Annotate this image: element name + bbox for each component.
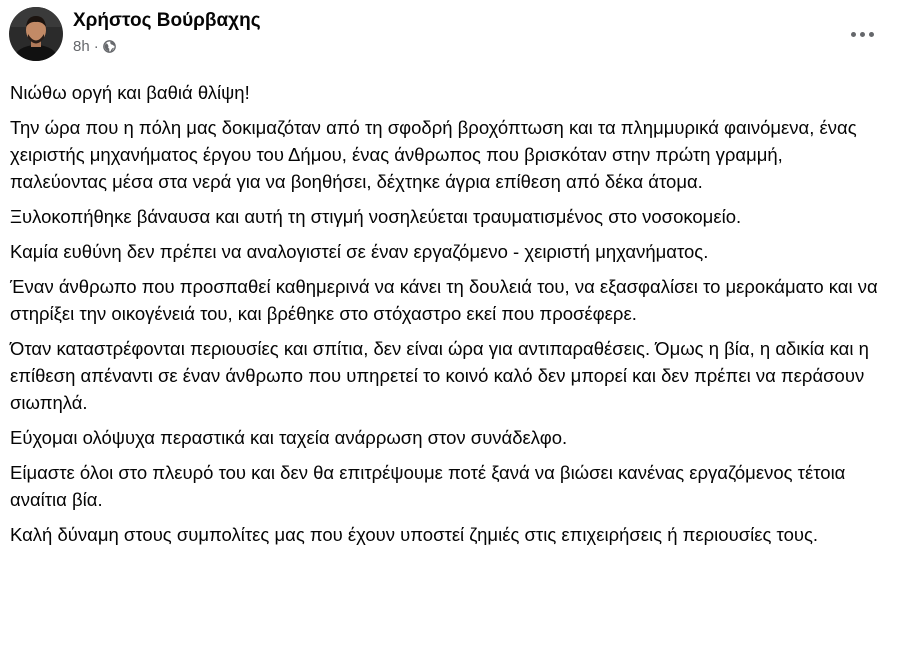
post-paragraph: Νιώθω οργή και βαθιά θλίψη! — [10, 82, 250, 103]
post-paragraph: Καλή δύναμη στους συμπολίτες μας που έχουν υποστεί ζημιές στις επιχειρήσεις ή περιουσίες τους. — [10, 524, 819, 545]
globe-icon[interactable] — [103, 40, 116, 53]
meta-separator: · — [93, 38, 99, 55]
post-paragraph: Έναν άνθρωπο που προσπαθεί καθημερινά να κάνει τη δουλειά του, να εξασφαλίσει το μεροκάματο και να στηρίξει την οικογένειά του, και βρέθηκε στο στόχαστρο εκεί που προσέφερε. — [10, 276, 878, 324]
post-paragraph: Εύχομαι ολόψυχα περαστικά και ταχεία ανάρρωση στον συνάδελφο. — [10, 427, 568, 448]
profile-photo — [9, 7, 63, 61]
post-time[interactable]: 8h — [73, 38, 90, 55]
post-paragraph: Όταν καταστρέφονται περιουσίες και σπίτια, δεν είναι ώρα για αντιπαραθέσεις. Όμως η βία, η αδικία και η επίθεση απέναντι σε έναν άνθρωπο που υπηρετεί το κοινό καλό δεν μπορεί και δεν πρέπει να περάσουν σιωπηλά. — [10, 338, 869, 413]
post-paragraph: Την ώρα που η πόλη μας δοκιμαζόταν από τη σφοδρή βροχόπτωση και τα πλημμυρικά φαινόμενα, ένας χειριστής μηχανήματος έργου του Δήμου, ένας άνθρωπος που βρισκόταν στην πρώτη γραμμή, παλεύοντας μέσα στα νερά για να βοηθήσει, δέχτηκε άγρια επίθεση από δέκα άτομα. — [10, 117, 857, 192]
post-header — [6, 0, 884, 72]
post-paragraph: Καμία ευθύνη δεν πρέπει να αναλογιστεί σε έναν εργαζόμενο - χειριστή μηχανήματος. — [10, 241, 709, 262]
more-horizontal-icon — [851, 32, 874, 37]
more-options-button[interactable] — [844, 20, 880, 48]
post-paragraph: Είμαστε όλοι στο πλευρό του και δεν θα επιτρέψουμε ποτέ ξανά να βιώσει κανένας εργαζόμενος τέτοια αναίτια βία. — [10, 462, 846, 510]
author-name[interactable]: Χρήστος Βούρβαχης — [73, 10, 261, 31]
post-meta — [73, 38, 116, 55]
post-text — [6, 72, 884, 548]
author-avatar[interactable] — [9, 7, 63, 61]
post-paragraph: Ξυλοκοπήθηκε βάναυσα και αυτή τη στιγμή νοσηλεύεται τραυματισμένος στο νοσοκομείο. — [10, 206, 742, 227]
